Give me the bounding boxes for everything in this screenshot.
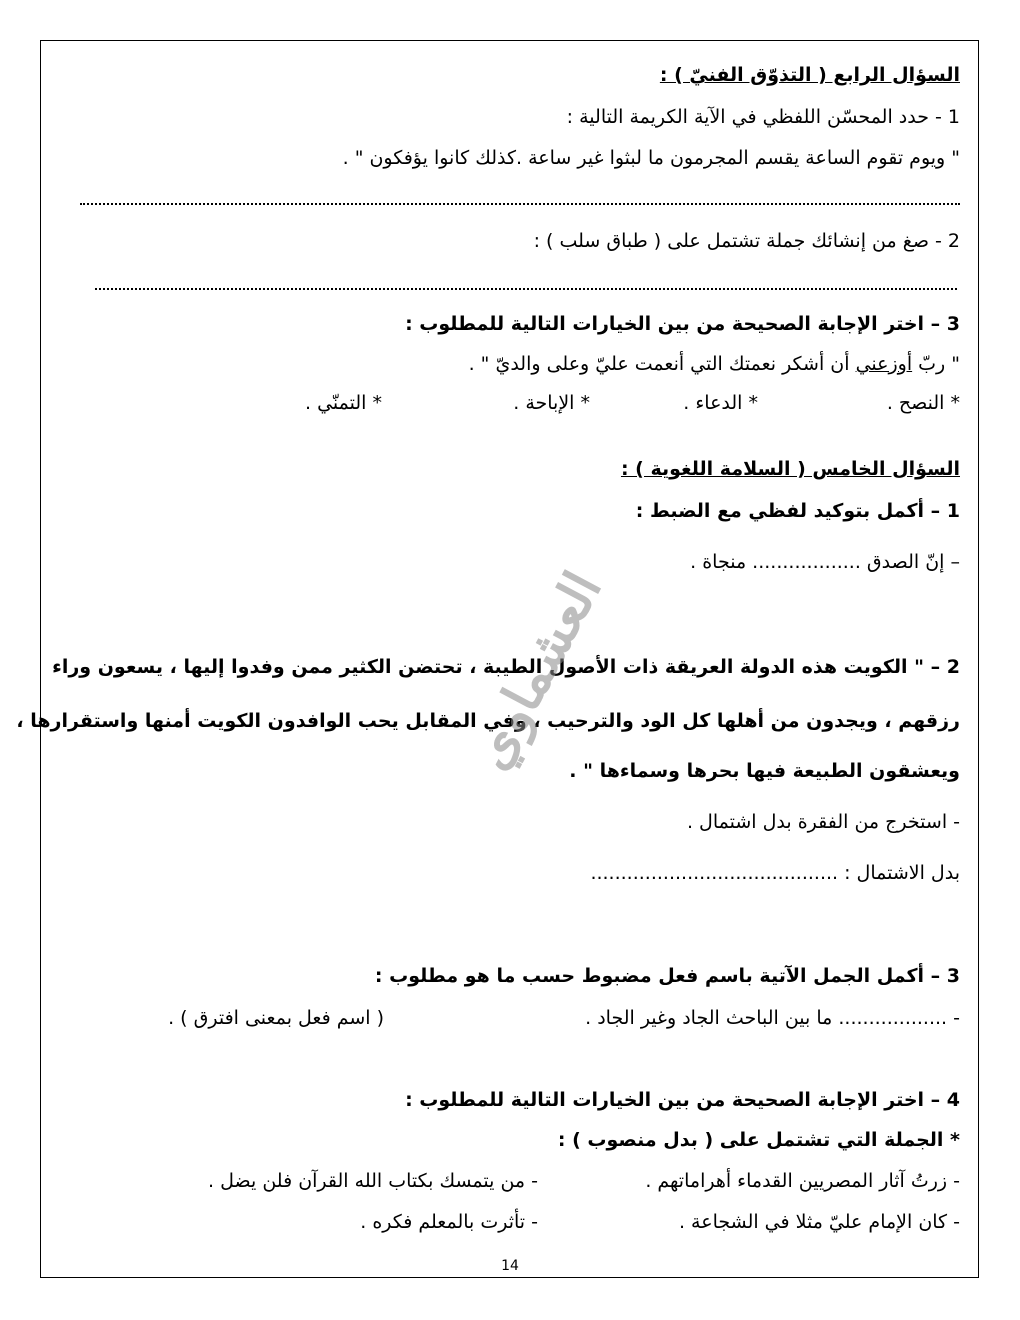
q5-item4-prompt: 4 – اختر الإجابة الصحيحة من بين الخيارات التالية للمطلوب : xyxy=(405,1089,960,1111)
q5-item3-hint: ( اسم فعل بمعنى افترق ) . xyxy=(168,1007,384,1029)
watermark: العشماوي xyxy=(459,561,614,780)
q4-heading: السؤال الرابع ( التذوّق الفنيّ ) : xyxy=(659,64,960,86)
q4-item3-option-4: * التمنّي . xyxy=(305,392,382,414)
q5-item2-line-2: رزقهم ، ويجدون من أهلها كل الود والترحيب ، وفي المقابل يحب الوافدون الكويت أمنها واستقرارها ، xyxy=(16,710,960,732)
q4-item3-option-2: * الدعاء . xyxy=(683,392,758,414)
q4-item3-verse xyxy=(469,351,960,377)
q5-item2-answer: بدل الاشتمال : ......................................... xyxy=(590,862,960,884)
q4-item1-prompt: 1 - حدد المحسّن اللفظي في الآية الكريمة التالية : xyxy=(566,106,960,128)
q4-item3-verse-word: أوزعني xyxy=(855,353,913,375)
q4-item3-verse-start: " ربّ xyxy=(912,353,960,375)
q5-item4-sub: * الجملة التي تشتمل على ( بدل منصوب ) : xyxy=(557,1129,960,1151)
q4-item2-answer-line xyxy=(95,288,957,290)
q5-item4-option-3: - كان الإمام عليّ مثلا في الشجاعة . xyxy=(678,1211,960,1233)
q4-item3-prompt: 3 – اختر الإجابة الصحيحة من بين الخيارات التالية للمطلوب : xyxy=(405,313,960,335)
q4-item3-option-3: * الإباحة . xyxy=(513,392,590,414)
q4-item3-verse-end: أن أشكر نعمتك التي أنعمت عليّ وعلى والديّ " . xyxy=(468,353,856,375)
q5-item1-sentence: – إنّ الصدق .................. منجاة . xyxy=(690,551,960,573)
q4-item2-prompt: 2 - صغ من إنشائك جملة تشتمل على ( طباق سلب ) : xyxy=(533,230,960,252)
q5-heading: السؤال الخامس ( السلامة اللغوية ) : xyxy=(620,458,960,480)
q4-item3-option-1: * النصح . xyxy=(886,392,960,414)
q4-item1-answer-line xyxy=(80,203,960,205)
page-number: 14 xyxy=(501,1258,519,1274)
q5-item3-prompt: 3 – أكمل الجمل الآتية باسم فعل مضبوط حسب ما هو مطلوب : xyxy=(374,965,960,987)
q5-item3-sentence: - .................. ما بين الباحث الجاد وغير الجاد . xyxy=(585,1007,960,1029)
q5-item4-option-1: - زرتُ آثار المصريين القدماء أهراماتهم . xyxy=(645,1170,960,1192)
q5-item4-option-4: - تأثرت بالمعلم فكره . xyxy=(360,1211,538,1233)
q5-item4-option-2: - من يتمسك بكتاب الله القرآن فلن يضل . xyxy=(208,1170,538,1192)
q5-item2-task: - استخرج من الفقرة بدل اشتمال . xyxy=(686,811,960,833)
q4-item1-verse: " ويوم تقوم الساعة يقسم المجرمون ما لبثوا غير ساعة .كذلك كانوا يؤفكون " . xyxy=(342,147,960,169)
q5-item2-line-1: 2 – " الكويت هذه الدولة العريقة ذات الأصول الطيبة ، تحتضن الكثير ممن وفدوا إليها ، يسعون وراء xyxy=(52,656,960,678)
q5-item1-prompt: 1 – أكمل بتوكيد لفظي مع الضبط : xyxy=(635,500,960,522)
q5-item2-line-3: ويعشقون الطبيعة فيها بحرها وسماءها " . xyxy=(569,760,960,782)
